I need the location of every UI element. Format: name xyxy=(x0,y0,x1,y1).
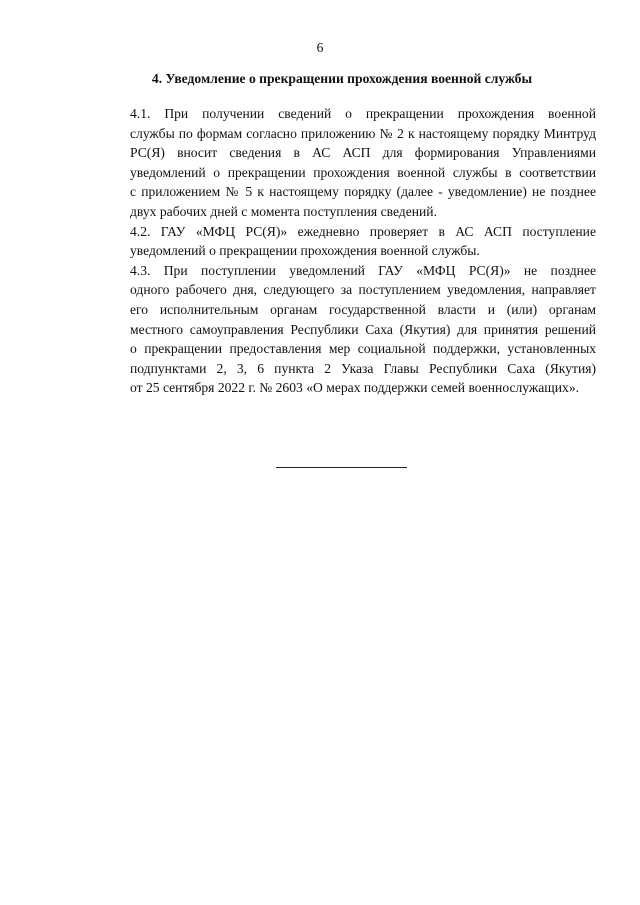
paragraph-line: местного самоуправления Республики Саха (Якутия) для принятия решений xyxy=(130,321,596,337)
paragraph-line: двух рабочих дней с момента поступления сведений. xyxy=(130,203,437,219)
paragraph-line: его исполнительным органам государственной власти и (или) органам xyxy=(130,301,596,317)
paragraph-4-3 xyxy=(88,261,596,398)
page-number: 6 xyxy=(316,40,324,55)
section-body xyxy=(88,104,596,398)
paragraph-line: с приложением № 5 к настоящему порядку (далее - уведомление) не позднее xyxy=(130,184,596,200)
paragraph-line: 4.1. При получении сведений о прекращении прохождения военной xyxy=(130,106,596,121)
paragraph-line: службы по формам согласно приложению № 2 к настоящему порядку Минтруд xyxy=(130,125,596,141)
paragraph-line: одного рабочего дня, следующего за поступлением уведомления, направляет xyxy=(130,282,596,298)
paragraph-line: 4.3. При поступлении уведомлений ГАУ «МФЦ РС(Я)» не позднее xyxy=(130,262,596,278)
paragraph-line: РС(Я) вносит сведения в АС АСП для формирования Управлениями xyxy=(130,145,596,161)
paragraph-line: подпунктами 2, 3, 6 пункта 2 Указа Главы Республики Саха (Якутия) xyxy=(130,360,596,376)
paragraph-line: 4.2. ГАУ «МФЦ РС(Я)» ежедневно проверяет в АС АСП поступление xyxy=(130,223,596,239)
paragraph-4-1 xyxy=(88,104,596,222)
paragraph-line: уведомлений о прекращении прохождения военной службы в соответствии xyxy=(130,164,596,180)
paragraph-line: от 25 сентября 2022 г. № 2603 «О мерах поддержки семей военнослужащих». xyxy=(130,380,580,396)
paragraph-line: о прекращении предоставления мер социальной поддержки, установленных xyxy=(130,341,596,357)
section-heading: 4. Уведомление о прекращении прохождения военной службы xyxy=(151,71,533,86)
paragraph-line: уведомлений о прекращении прохождения военной службы. xyxy=(130,243,480,259)
closing-divider xyxy=(276,467,407,468)
paragraph-4-2 xyxy=(88,222,596,261)
